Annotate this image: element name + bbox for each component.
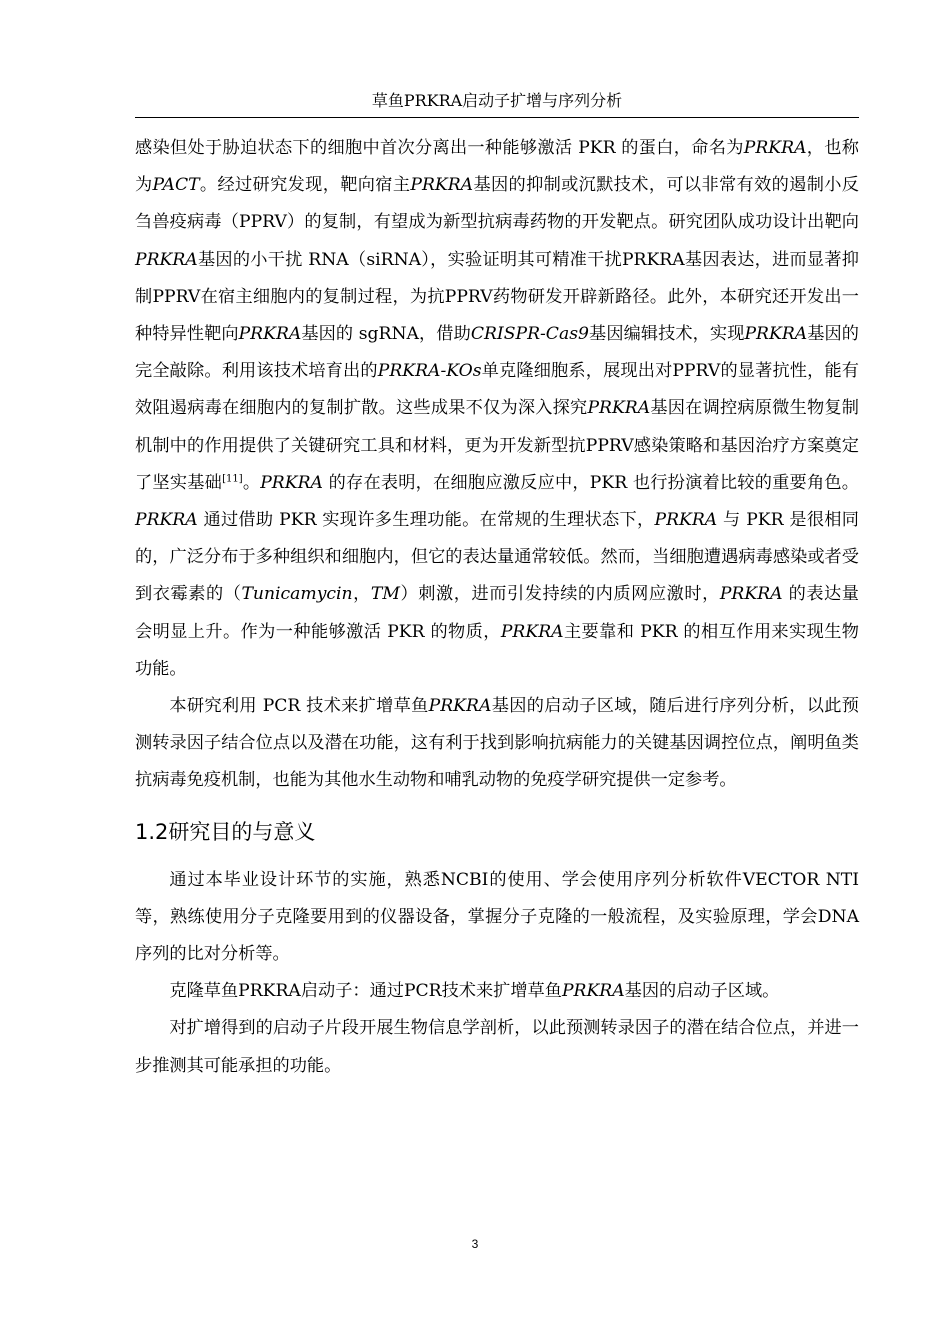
- compound-name: Tunicamycin: [241, 584, 353, 605]
- section-paragraph-3: 对扩增得到的启动子片段开展生物信息学剖析，以此预测转录因子的潜在结合位点，并进一步推测其可能承担的功能。: [135, 1018, 859, 1076]
- gene-name: PRKRA: [410, 175, 474, 196]
- gene-name: PACT: [152, 175, 200, 196]
- section-paragraph-1: 通过本毕业设计环节的实施，熟悉NCBI的使用、学会使用序列分析软件VECTOR NTI等，熟练使用分子克隆要用到的仪器设备，掌握分子克隆的一般流程，及实验原理，学会DNA序列的比对分析等。: [135, 869, 859, 965]
- gene-name: PRKRA: [135, 510, 198, 531]
- gene-name: PRKRA-KOs: [377, 361, 482, 382]
- header-rule: [135, 117, 859, 118]
- gene-name: PRKRA: [428, 696, 492, 717]
- gene-name: PRKRA: [744, 324, 808, 345]
- page-number: 3: [471, 1237, 479, 1251]
- gene-name: PRKRA: [587, 398, 651, 419]
- gene-name: PRKRA: [135, 249, 198, 270]
- gene-name: PRKRA: [654, 510, 718, 531]
- section-paragraph-2: 克隆草鱼PRKRA启动子：通过PCR技术来扩增草鱼PRKRA基因的启动子区域。: [169, 981, 780, 1002]
- gene-name: PRKRA: [719, 584, 783, 605]
- gene-name: PRKRA: [238, 324, 302, 345]
- gene-name: CRISPR-Cas9: [470, 324, 589, 345]
- section-heading: 1.2研究目的与意义: [135, 819, 316, 844]
- citation: [11]: [222, 473, 243, 485]
- intro-paragraph-2: 本研究利用 PCR 技术来扩增草鱼PRKRA基因的启动子区域，随后进行序列分析，以此预测转录因子结合位点以及潜在功能，这有利于找到影响抗病能力的关键基因调控位点，阐明鱼类抗病毒免疫机制，也能为其他水生动物和哺乳动物的免疫学研究提供一定参考。: [135, 696, 859, 791]
- intro-paragraph-continued: 感染但处于胁迫状态下的细胞中首次分离出一种能够激活 PKR 的蛋白，命名为PRKRA，也称为PACT。经过研究发现，靶向宿主PRKRA基因的抑制或沉默技术，可以非常有效的遏制小反刍兽疫病毒（PPRV）的复制，有望成为新型抗病毒药物的开发靶点。研究团队成功设计出靶向PRKRA基因的小干扰 RNA（siRNA），实验证明其可精准干扰PRKRA基因表达，进而显著抑制PPRV在宿主细胞内的复制过程，为抗PPRV药物研发开辟新路径。此外，本研究还开发出一种特异性靶向PRKRA基因的 sgRNA，借助CRISPR-Cas9基因编辑技术，实现PRKRA基因的完全敲除。利用该技术培育出的PRKRA-KOs单克隆细胞系，展现出对PPRV的显著抗性，能有效阻遏病毒在细胞内的复制扩散。这些成果不仅为深入探究PRKRA基因在调控病原微生物复制机制中的作用提供了关键研究工具和材料，更为开发新型抗PPRV感染策略和基因治疗方案奠定了坚实基础[11]。PRKRA 的存在表明，在细胞应激反应中，PKR 也行扮演着比较的重要角色。PRKRA 通过借助 PKR 实现许多生理功能。在常规的生理状态下，PRKRA 与 PKR 是很相同的，广泛分布于多种组织和细胞内，但它的表达量通常较低。然而，当细胞遭遇病毒感染或者受到衣霉素的（Tunicamycin，TM）刺激，进而引发持续的内质网应激时，PRKRA 的表达量会明显上升。作为一种能够激活 PKR 的物质，PRKRA主要靠和 PKR 的相互作用来实现生物功能。: [135, 138, 859, 679]
- compound-abbrev: TM: [370, 584, 400, 605]
- running-header: 草鱼PRKRA启动子扩增与序列分析: [371, 91, 623, 110]
- gene-name: PRKRA: [500, 621, 564, 642]
- body-text: [135, 130, 859, 1085]
- gene-name: PRKRA: [260, 472, 323, 493]
- gene-name: PRKRA: [743, 138, 807, 158]
- gene-name: PRKRA: [561, 981, 625, 1002]
